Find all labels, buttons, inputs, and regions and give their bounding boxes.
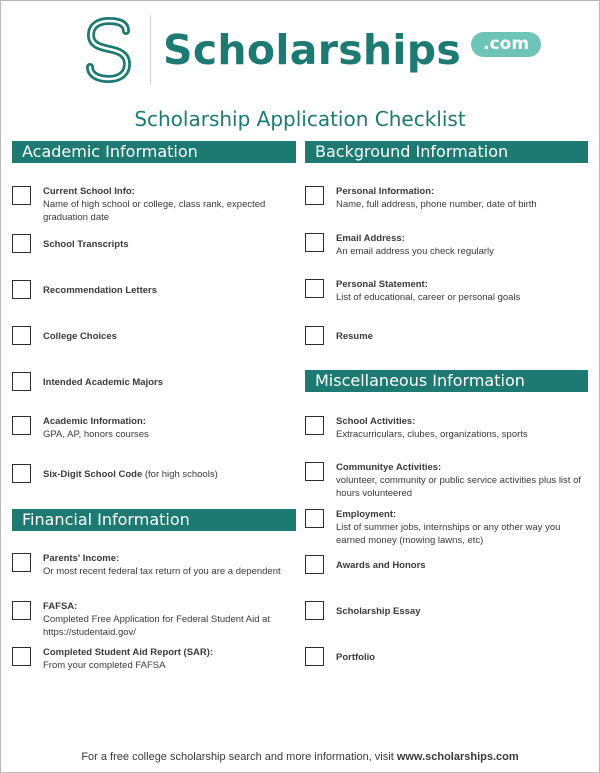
item-label-extra: (for high schools) (144, 469, 218, 480)
misc-item-employment[interactable] (305, 508, 589, 547)
item-desc: Or most recent federal tax return of you are a dependent (43, 566, 281, 577)
checkbox[interactable] (12, 464, 31, 483)
scholarships-logo[interactable] (84, 15, 541, 85)
item-desc: List of educational, career or personal goals (336, 292, 521, 303)
item-label: Recommendation Letters (43, 285, 158, 296)
item-label: Six-Digit School Code (43, 469, 143, 480)
item-desc: volunteer, community or public service activities plus list of hours volunteered (336, 475, 581, 499)
item-label: Resume (336, 331, 373, 342)
checkbox[interactable] (305, 555, 324, 574)
financial-item-sar[interactable] (12, 646, 287, 672)
checkbox[interactable] (305, 326, 324, 345)
misc-item-portfolio[interactable] (305, 646, 589, 666)
financial-item-fafsa[interactable] (12, 600, 287, 639)
item-label: Personal Statement: (336, 279, 428, 290)
s-logo-icon (84, 17, 134, 83)
checkbox[interactable] (305, 186, 324, 205)
checkbox[interactable] (305, 509, 324, 528)
checkbox[interactable] (305, 279, 324, 298)
checkbox[interactable] (12, 326, 31, 345)
academic-item-recommendation[interactable] (12, 279, 287, 299)
item-label: Academic Information: (43, 416, 146, 427)
misc-heading: Miscellaneous Information (305, 370, 588, 392)
checkbox[interactable] (12, 280, 31, 299)
item-desc: Completed Free Application for Federal Student Aid at https://studentaid.gov/ (43, 614, 271, 638)
item-desc: Name of high school or college, class rank, expected graduation date (43, 199, 266, 223)
checkbox[interactable] (305, 416, 324, 435)
academic-item-academic-info[interactable] (12, 415, 287, 441)
item-desc: Extracurriculars, clubes, organizations, sports (336, 429, 528, 440)
academic-heading: Academic Information (12, 141, 296, 163)
checkbox[interactable] (305, 233, 324, 252)
misc-item-community-activities[interactable] (305, 461, 589, 500)
background-item-personal-statement[interactable] (305, 278, 589, 304)
brand-name: Scholarships (163, 26, 462, 74)
item-label: Personal Information: (336, 186, 435, 197)
checkbox[interactable] (12, 601, 31, 620)
misc-item-awards[interactable] (305, 554, 589, 574)
misc-item-essay[interactable] (305, 600, 589, 620)
item-label: Employment: (336, 509, 397, 520)
checkbox[interactable] (12, 416, 31, 435)
item-label: Awards and Honors (336, 560, 426, 571)
item-label: School Activities: (336, 416, 416, 427)
item-desc: List of summer jobs, internships or any other way you earned money (mowing lawns, etc) (336, 522, 561, 546)
item-label: Parents' Income: (43, 553, 120, 564)
checkbox[interactable] (12, 186, 31, 205)
checkbox[interactable] (305, 647, 324, 666)
academic-item-majors[interactable] (12, 371, 287, 391)
checkbox[interactable] (305, 462, 324, 481)
misc-item-school-activities[interactable] (305, 415, 589, 441)
item-label: Completed Student Aid Report (SAR): (43, 647, 214, 658)
brand-suffix: .com (471, 32, 541, 57)
item-desc: From your completed FAFSA (43, 660, 166, 671)
checkbox[interactable] (12, 647, 31, 666)
item-label: Scholarship Essay (336, 606, 421, 617)
item-label: Intended Academic Majors (43, 377, 164, 388)
item-desc: Name, full address, phone number, date of birth (336, 199, 537, 210)
checkbox[interactable] (305, 601, 324, 620)
background-item-resume[interactable] (305, 325, 589, 345)
background-item-personal-info[interactable] (305, 185, 589, 211)
checkbox[interactable] (12, 553, 31, 572)
checkbox[interactable] (12, 234, 31, 253)
footer-link[interactable]: www.scholarships.com (396, 751, 519, 763)
background-item-email[interactable] (305, 232, 589, 258)
item-label: Portfolio (336, 652, 376, 663)
footer-text: For a free college scholarship search and more information, visit (81, 751, 394, 763)
checkbox[interactable] (12, 372, 31, 391)
academic-item-college-choices[interactable] (12, 325, 287, 345)
item-label: Email Address: (336, 233, 405, 244)
item-desc: GPA, AP, honors courses (43, 429, 149, 440)
footer (1, 751, 599, 763)
item-desc: An email address you check regularly (336, 246, 494, 257)
item-label: FAFSA: (43, 601, 78, 612)
item-label: Current School Info: (43, 186, 135, 197)
academic-item-current-school[interactable] (12, 185, 287, 224)
item-label: Communitye Activities: (336, 462, 442, 473)
page-title: Scholarship Application Checklist (134, 107, 466, 131)
academic-item-transcripts[interactable] (12, 233, 287, 253)
item-label: School Transcripts (43, 239, 129, 250)
academic-item-school-code[interactable] (12, 463, 287, 483)
financial-item-parents-income[interactable] (12, 552, 287, 578)
logo-divider (150, 15, 151, 85)
background-heading: Background Information (305, 141, 588, 163)
item-label: College Choices (43, 331, 117, 342)
financial-heading: Financial Information (12, 509, 296, 531)
